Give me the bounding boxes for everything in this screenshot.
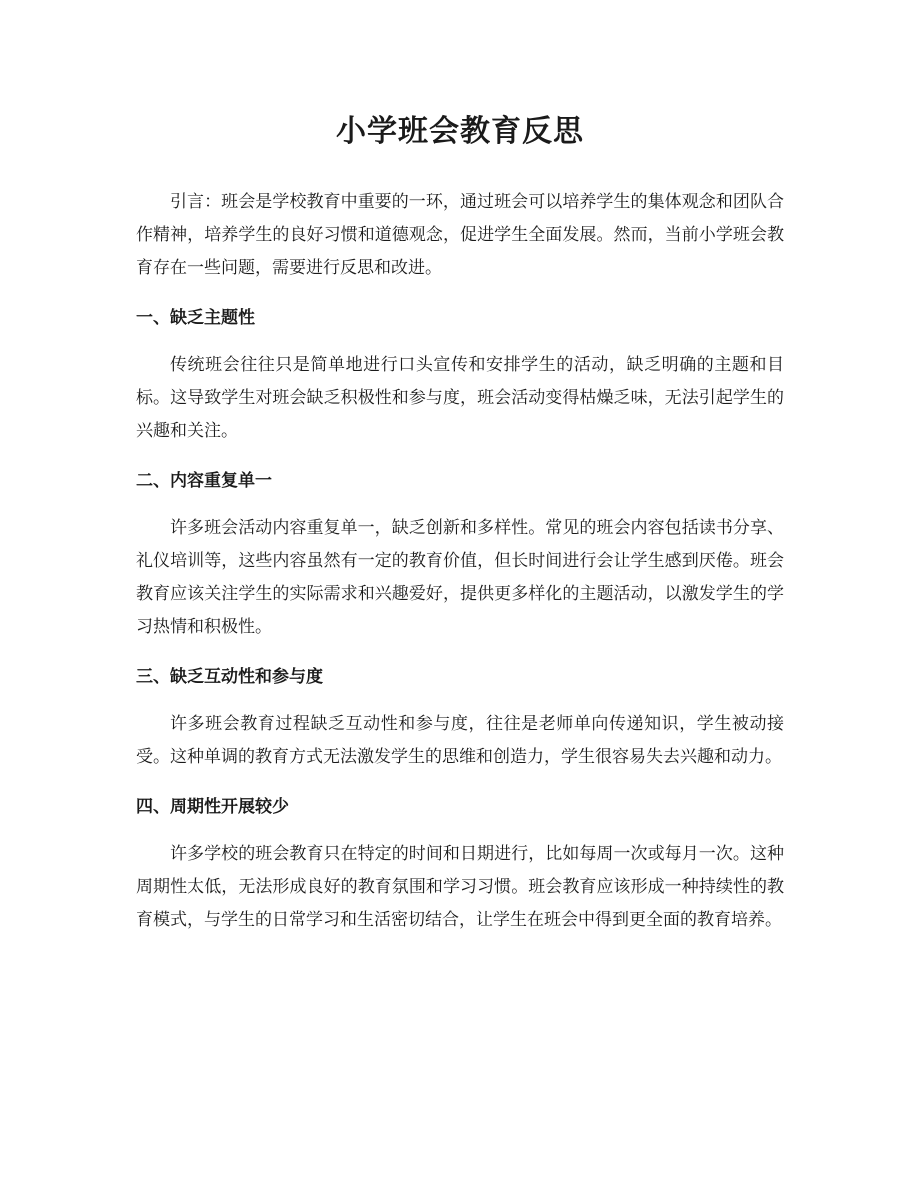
section-body-2: 许多班会活动内容重复单一，缺乏创新和多样性。常见的班会内容包括读书分享、礼仪培训等，这些内容虽然有一定的教育价值，但长时间进行会让学生感到厌倦。班会教育应该关注学生的实际需求和兴趣爱好，提供更多样化的主题活动，以激发学生的学习热情和积极性。 bbox=[136, 518, 784, 637]
document-body bbox=[136, 186, 784, 937]
intro-paragraph: 引言：班会是学校教育中重要的一环，通过班会可以培养学生的集体观念和团队合作精神，培养学生的良好习惯和道德观念，促进学生全面发展。然而，当前小学班会教育存在一些问题，需要进行反思和改进。 bbox=[136, 192, 784, 278]
section-heading-2: 二、内容重复单一 bbox=[136, 471, 272, 491]
section-body-4: 许多学校的班会教育只在特定的时间和日期进行，比如每周一次或每月一次。这种周期性太低，无法形成良好的教育氛围和学习习惯。班会教育应该形成一种持续性的教育模式，与学生的日常学习和生活密切结合，让学生在班会中得到更全面的教育培养。 bbox=[136, 844, 784, 930]
section-body-3: 许多班会教育过程缺乏互动性和参与度，往往是老师单向传递知识，学生被动接受。这种单调的教育方式无法激发学生的思维和创造力，学生很容易失去兴趣和动力。 bbox=[136, 714, 784, 767]
section-heading-3: 三、缺乏互动性和参与度 bbox=[136, 667, 323, 687]
page-title: 小学班会教育反思 bbox=[336, 114, 584, 149]
section-heading-1: 一、缺乏主题性 bbox=[136, 308, 255, 328]
section-body-1: 传统班会往往只是简单地进行口头宣传和安排学生的活动，缺乏明确的主题和目标。这导致学生对班会缺乏积极性和参与度，班会活动变得枯燥乏味，无法引起学生的兴趣和关注。 bbox=[136, 355, 784, 441]
section-heading-4: 四、周期性开展较少 bbox=[136, 797, 289, 817]
